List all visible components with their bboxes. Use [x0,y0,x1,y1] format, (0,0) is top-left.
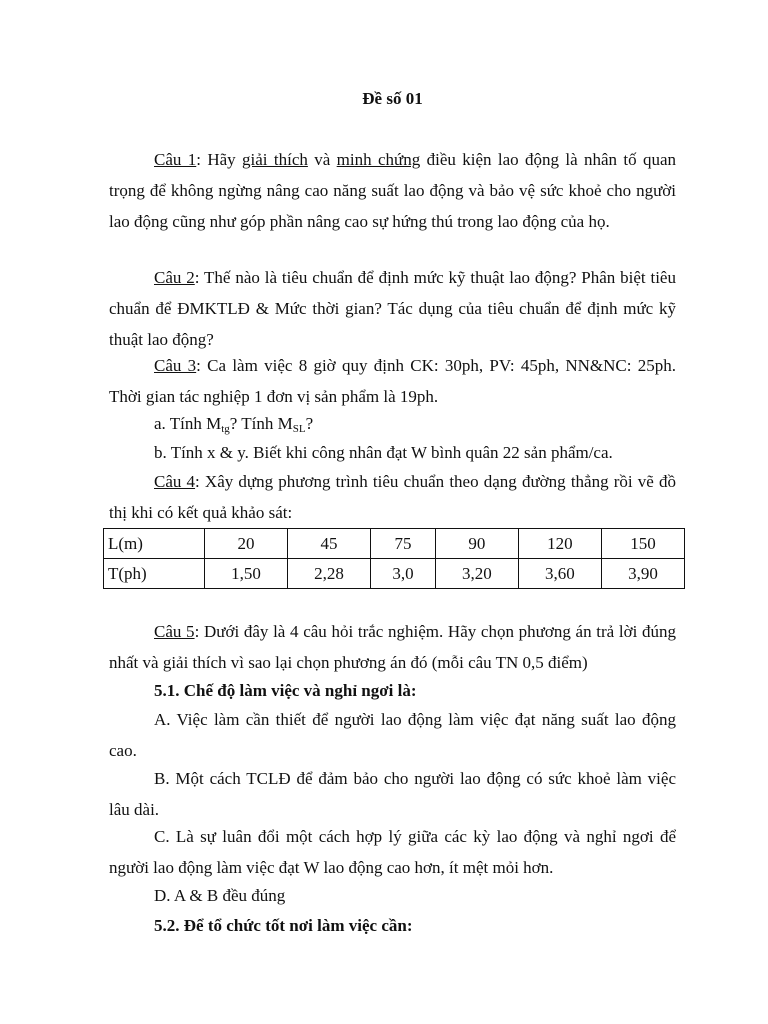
table-cell: 75 [371,529,436,559]
table-row-header: L(m) [104,529,205,559]
question-3-label: Câu 3 [154,356,197,375]
part-a-text-3: ? [305,414,314,433]
question-2-label: Câu 2 [154,268,195,287]
table-cell: 3,0 [371,559,436,589]
table-cell: 3,90 [601,559,684,589]
table-cell: 2,28 [288,559,371,589]
question-3-text: : Ca làm việc 8 giờ quy định CK: 30ph, PV: 45ph, NN&NC: 25ph. Thời gian tác nghiệp 1 đơn vị sản phẩm là 19ph. [109,356,677,406]
part-a-subscript-2: SL [292,423,306,435]
survey-table [103,528,685,589]
question-2-text: : Thế nào là tiêu chuẩn để định mức kỹ thuật lao động? Phân biệt tiêu chuẩn để ĐMKTLĐ & Mức thời gian? Tác dụng của tiêu chuẩn để định mức kỹ thuật lao động? [109,268,676,349]
part-a-subscript-1: tg [221,423,230,435]
question-5 [109,616,676,678]
question-2 [109,262,676,355]
question-1-text-b: và [307,150,337,169]
subquestion-5-1-title: 5.1. Chế độ làm việc và nghỉ ngơi là: [154,681,417,700]
question-3-part-a [154,408,676,439]
table-row-header: T(ph) [104,559,205,589]
question-4 [109,466,676,528]
table-cell: 20 [205,529,288,559]
question-1-underline-1: giải thích [242,150,308,169]
question-5-label: Câu 5 [154,622,195,641]
option-a: A. Việc làm cần thiết để người lao động làm việc đạt năng suất lao động cao. [109,710,676,760]
option-d: D. A & B đều đúng [154,886,286,905]
subquestion-5-2-title: 5.2. Để tổ chức tốt nơi làm việc cần: [154,916,413,935]
table-row [104,529,685,559]
option-b: B. Một cách TCLĐ để đảm bảo cho người lao động có sức khoẻ làm việc lâu dài. [109,769,676,819]
question-1-text-a: : Hãy [196,150,243,169]
table-cell: 45 [288,529,371,559]
table-cell: 1,50 [205,559,288,589]
table-cell: 3,60 [518,559,601,589]
table-cell: 90 [435,529,518,559]
question-4-text: : Xây dựng phương trình tiêu chuẩn theo dạng đường thẳng rồi vẽ đồ thị khi có kết quả khảo sát: [109,472,676,522]
table-cell: 120 [518,529,601,559]
question-1 [109,144,676,237]
table-row [104,559,685,589]
option-c: C. Là sự luân đổi một cách hợp lý giữa các kỳ lao động và nghỉ ngơi để người lao động làm việc đạt W lao động cao hơn, ít mệt mỏi hơn. [109,827,676,877]
table-cell: 150 [601,529,684,559]
table-cell: 3,20 [435,559,518,589]
question-4-label: Câu 4 [154,472,196,491]
question-1-text-c: điều kiện lao động là nhân tố quan trọng để không ngừng nâng cao năng suất lao động và bảo vệ sức khoẻ cho người lao động cũng như góp phần nâng cao sự hứng thú trong lao động của họ. [109,150,677,231]
question-1-underline-2: minh chứng [336,150,421,169]
exam-title: Đề số 01 [362,89,423,108]
question-3 [109,350,676,412]
question-1-label: Câu 1 [154,150,197,169]
question-3-part-b: b. Tính x & y. Biết khi công nhân đạt W bình quân 22 sản phẩm/ca. [154,443,613,462]
part-a-text-2: ? Tính M [229,414,293,433]
part-a-text-1: a. Tính M [154,414,222,433]
question-5-text: : Dưới đây là 4 câu hỏi trắc nghiệm. Hãy chọn phương án trả lời đúng nhất và giải thích vì sao lại chọn phương án đó (mỗi câu TN 0,5 điểm) [109,622,676,672]
